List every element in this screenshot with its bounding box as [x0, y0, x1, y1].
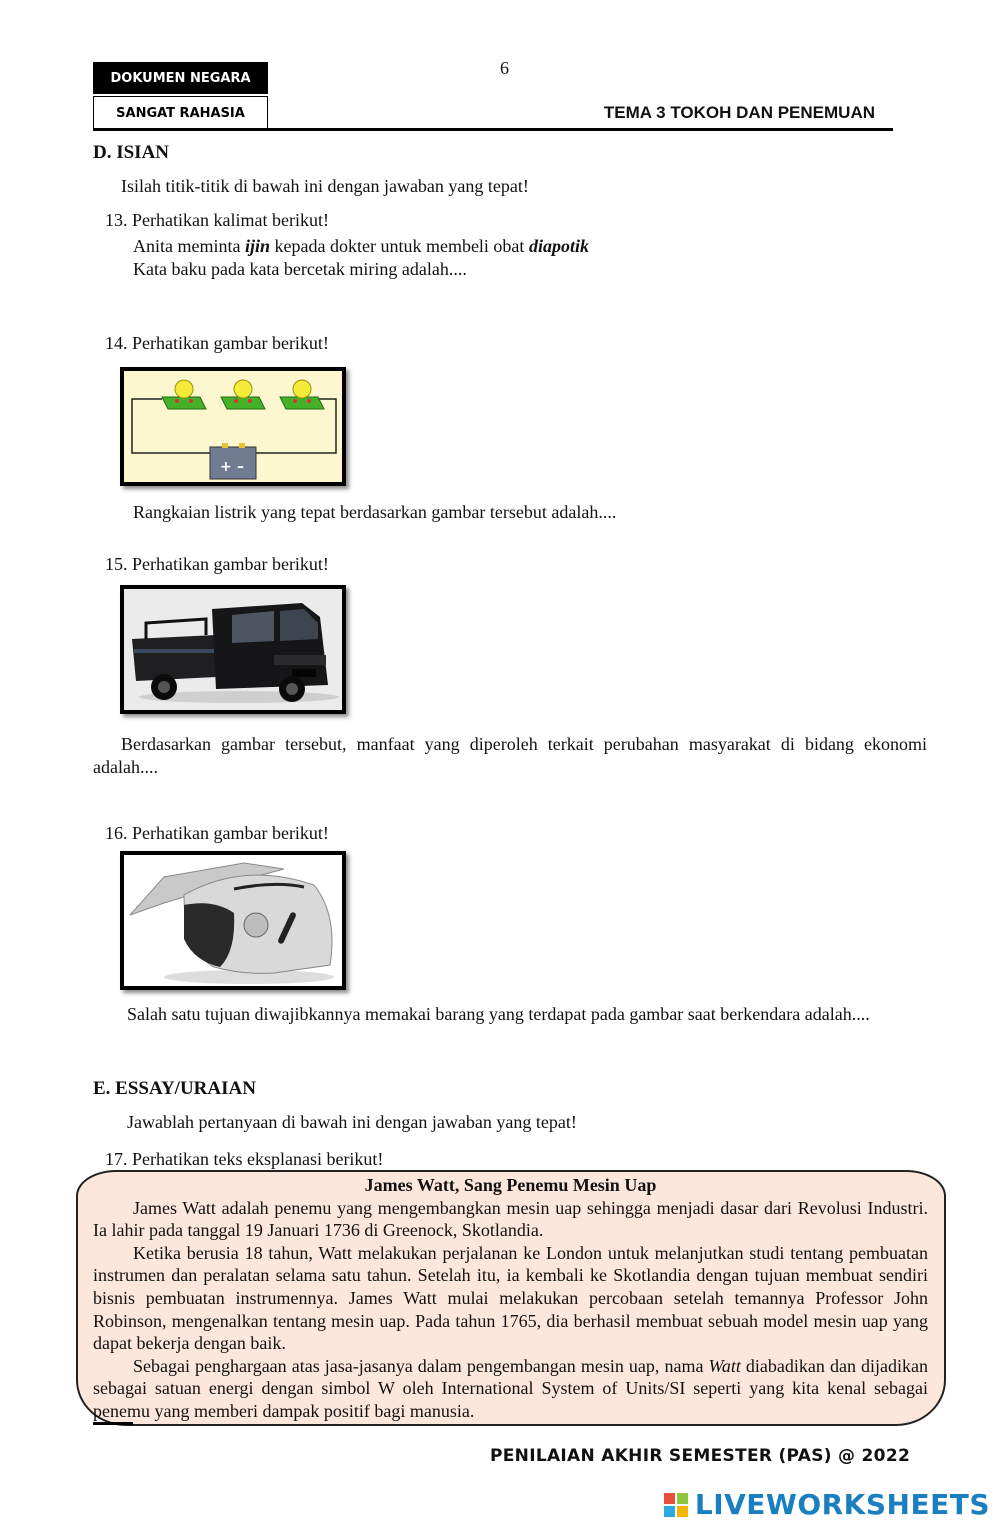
- q14-question: Rangkaian listrik yang tepat berdasarkan gambar tersebut adalah....: [133, 502, 617, 522]
- q13-word-diapotik: diapotik: [528, 236, 589, 256]
- footer-text: PENILAIAN AKHIR SEMESTER (PAS) @ 2022: [490, 1446, 911, 1466]
- battery-minus: –: [237, 459, 244, 475]
- brand-name: LIVEWORKSHEETS: [694, 1488, 990, 1521]
- brand-logo: [663, 1488, 990, 1521]
- page-number: 6: [500, 58, 509, 78]
- footer-rule-stub: [93, 1422, 133, 1425]
- q14-lead: 14. Perhatikan gambar berikut!: [105, 333, 329, 353]
- battery-plus: +: [220, 459, 232, 475]
- header-rule: [93, 128, 893, 131]
- q13-sentence-b: kepada dokter untuk membeli obat: [270, 236, 529, 256]
- p3-watt: Watt: [708, 1355, 741, 1376]
- doc-label: DOKUMEN NEGARA: [110, 70, 251, 86]
- q15-question: [93, 733, 927, 779]
- p3-part-a: Sebagai penghargaan atas jasa-jasanya dalam pengembangan mesin uap, nama: [133, 1355, 709, 1376]
- helmet-picture: [124, 855, 342, 986]
- section-d-title: D. ISIAN: [93, 142, 170, 163]
- circuit-diagram: [124, 371, 342, 482]
- battery: [210, 443, 256, 479]
- section-d-instruction: Isilah titik-titik di bawah ini dengan jawaban yang tepat!: [121, 176, 529, 196]
- q16-question: Salah satu tujuan diwajibkannya memakai barang yang terdapat pada gambar saat berkendara adalah....: [127, 1004, 870, 1024]
- helmet-image: [120, 851, 346, 990]
- q13-word-ijin: ijin: [244, 236, 270, 256]
- p3-part-b: diabadikan dan dijadikan sebagai satuan energi dengan simbol W oleh International System of Units/SI seperti yang kita kenal sebagai penemu yang memberi dampak positif bagi manusia.: [93, 1355, 928, 1421]
- q13-question: Kata baku pada kata bercetak miring adalah....: [133, 259, 467, 279]
- explanation-title: James Watt, Sang Penemu Mesin Uap: [364, 1175, 657, 1195]
- q13-lead: 13. Perhatikan kalimat berikut!: [105, 210, 329, 230]
- q17-lead: 17. Perhatikan teks eksplanasi berikut!: [105, 1149, 384, 1169]
- explanation-paragraph-3: [93, 1355, 928, 1423]
- q15-question-text: Berdasarkan gambar tersebut, manfaat yang diperoleh terkait perubahan masyarakat di bidang ekonomi adalah....: [93, 734, 927, 777]
- truck-image: [120, 585, 346, 714]
- section-e-instruction: Jawablah pertanyaan di bawah ini dengan jawaban yang tepat!: [127, 1112, 577, 1132]
- truck-picture: [124, 589, 342, 710]
- circuit-image: [120, 367, 346, 486]
- theme-title: TEMA 3 TOKOH DAN PENEMUAN: [603, 103, 875, 122]
- q13-sentence: [133, 235, 589, 258]
- q15-lead: 15. Perhatikan gambar berikut!: [105, 554, 329, 574]
- explanation-paragraph-1: James Watt adalah penemu yang mengembangkan mesin uap sehingga menjadi dasar dari Revolusi Industri. Ia lahir pada tanggal 19 Januari 1736 di Greenock, Skotlandia.: [93, 1197, 928, 1241]
- explanation-paragraph-2: Ketika berusia 18 tahun, Watt melakukan perjalanan ke London untuk melanjutkan studi tentang pembuatan instrumen dan peralatan selama satu tahun. Setelah itu, ia kembali ke Skotlandia dengan tujuan membuat sendiri bisnis pembuatan instrumennya. James Watt mulai melakukan percobaan setelah temannya Professor John Robinson, mengenalkan tentang mesin uap. Pada tahun 1765, dia berhasil membuat sebuah model mesin uap yang dapat bekerja dengan baik.: [93, 1242, 928, 1354]
- secret-label: SANGAT RAHASIA: [116, 105, 245, 121]
- section-e-title: E. ESSAY/URAIAN: [93, 1078, 256, 1099]
- q16-lead: 16. Perhatikan gambar berikut!: [105, 823, 329, 843]
- secret-label-box: [93, 96, 268, 130]
- liveworksheets-icon: [663, 1492, 689, 1518]
- q13-sentence-a: Anita meminta: [133, 236, 245, 256]
- doc-label-box: [93, 62, 268, 94]
- explanation-text: [93, 1174, 928, 1423]
